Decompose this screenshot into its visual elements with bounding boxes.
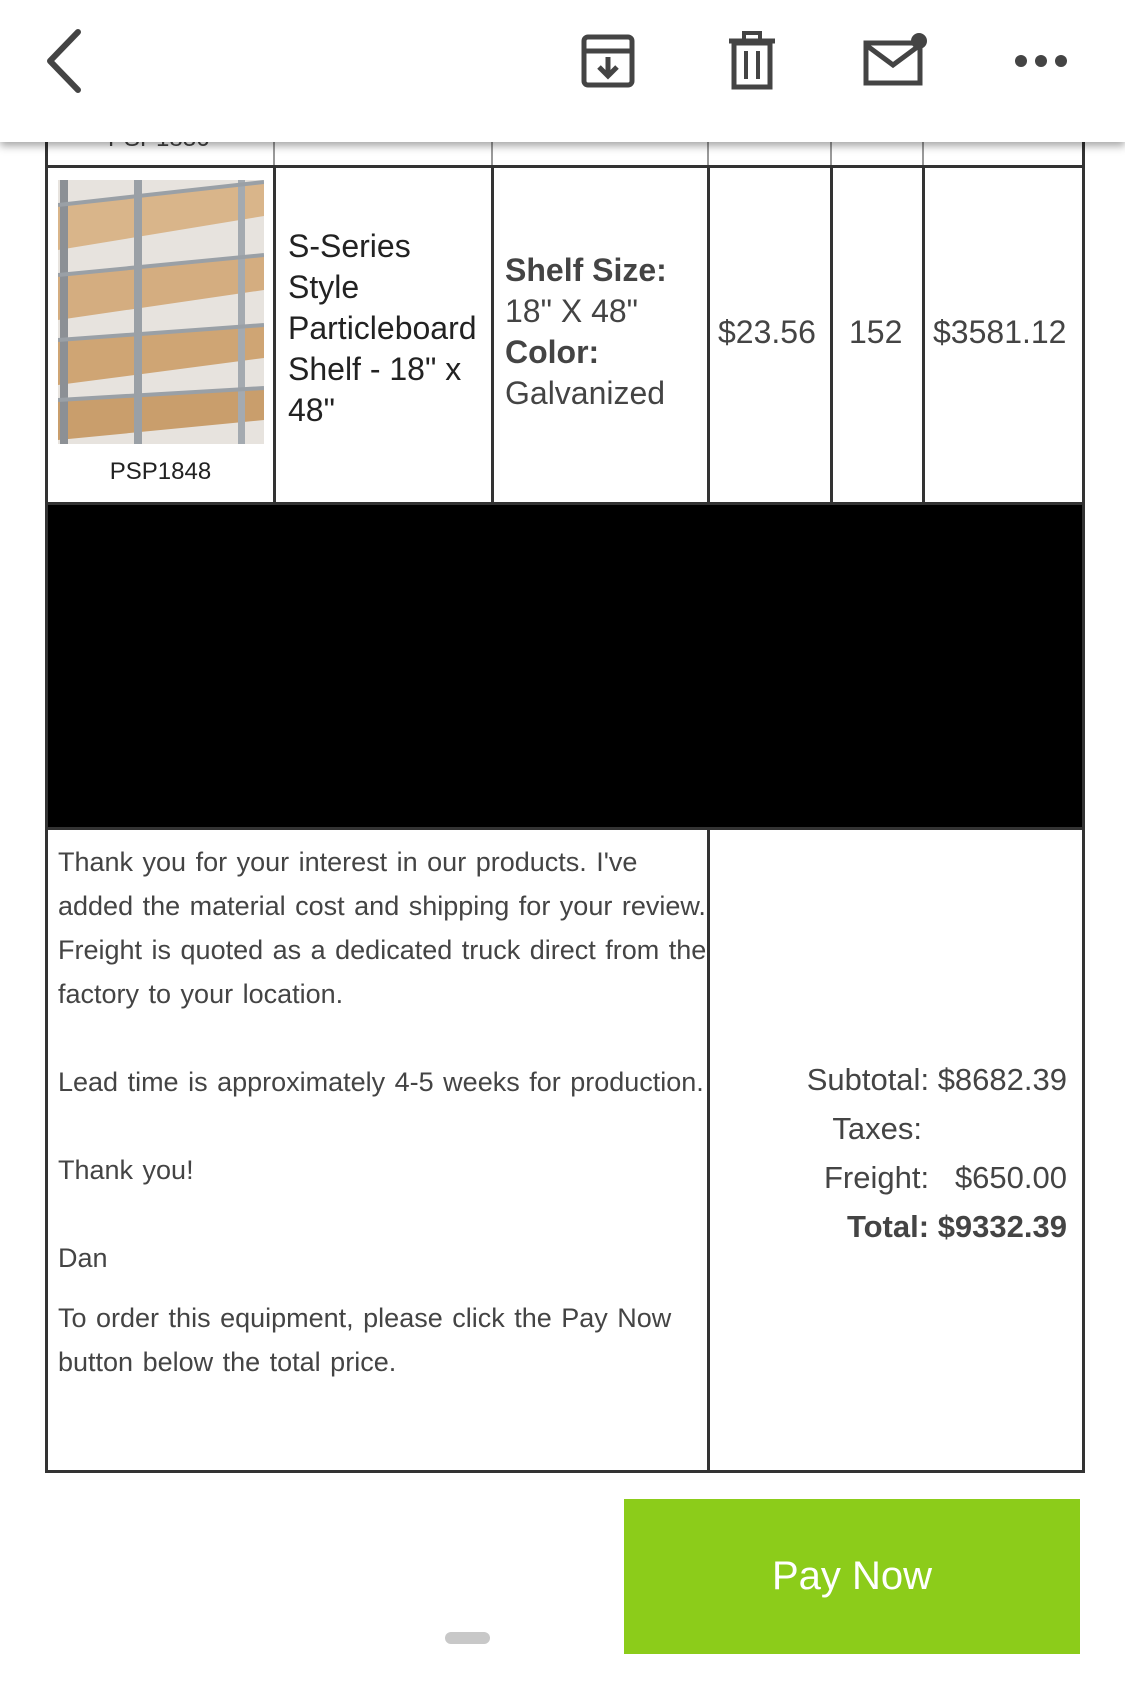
message-paragraph: Thank you! [58, 1155, 194, 1185]
trash-icon[interactable] [717, 26, 787, 96]
subtotal-line: Subtotal: $8682.39 [806, 1062, 1067, 1097]
line-total-cell [922, 168, 1085, 502]
freight-line: Freight: $650.00 [823, 1160, 1067, 1195]
taxes-line: Taxes: [832, 1111, 922, 1146]
back-arrow-icon[interactable] [30, 26, 100, 96]
summary-row [48, 827, 1082, 1473]
line-total: $3581.12 [933, 314, 1067, 350]
message-paragraph: Thank you for your interest in our products. I've added the material cost and shipping for your review. Freight is quoted as a dedicated truck direct from the factory to your location. [58, 847, 707, 1009]
color-value: Galvanized [505, 375, 666, 411]
shelf-size-label: Shelf Size: [505, 252, 667, 288]
seller-message [58, 840, 708, 1384]
total-line: Total: $9332.39 [846, 1209, 1067, 1244]
product-image-cell [48, 168, 273, 502]
quantity-cell [830, 168, 922, 502]
table-row [48, 165, 1082, 505]
product-name: S-Series Style Particleboard Shelf - 18" x 48" [288, 228, 477, 428]
message-signature: Dan [58, 1243, 108, 1273]
archive-icon[interactable] [573, 26, 643, 96]
product-name-cell [273, 168, 491, 502]
product-sku: PSP1848 [109, 458, 212, 485]
shelf-size-value: 18" X 48" [505, 293, 639, 329]
product-thumbnail [58, 180, 264, 444]
color-label: Color: [505, 334, 600, 370]
scroll-handle[interactable] [445, 1632, 490, 1644]
email-toolbar [0, 0, 1125, 142]
pay-now-button[interactable]: Pay Now [624, 1499, 1080, 1654]
message-paragraph: Lead time is approximately 4-5 weeks for production. [58, 1067, 704, 1097]
more-icon[interactable] [1006, 26, 1076, 96]
quantity: 152 [849, 314, 903, 350]
product-attributes [505, 250, 667, 414]
message-paragraph: To order this equipment, please click the Pay Now button below the total price. [58, 1303, 672, 1377]
unit-price-cell [707, 168, 830, 502]
mail-unread-icon[interactable] [861, 26, 931, 96]
quote-table [45, 165, 1085, 1473]
unit-price: $23.56 [718, 314, 816, 350]
order-totals [807, 1055, 1067, 1251]
product-attributes-cell [491, 168, 707, 502]
redacted-area [48, 505, 1082, 827]
